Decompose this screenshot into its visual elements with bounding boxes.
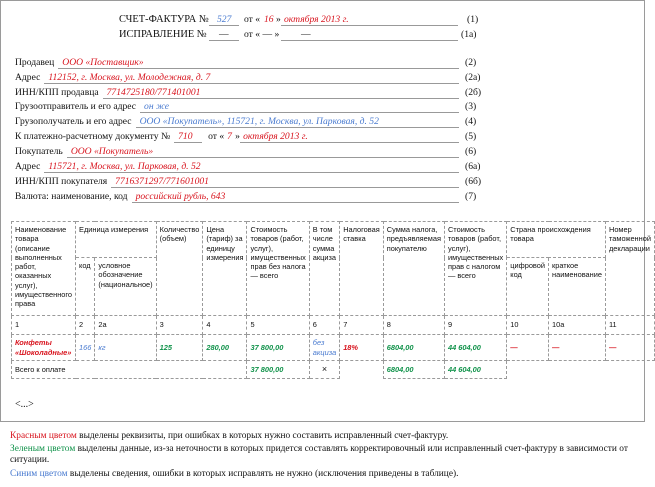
cell-tax: 6804,00 [383, 335, 444, 361]
requisite-close-quote: » [235, 131, 240, 142]
cell-country-name: — [549, 335, 606, 361]
column-number: 10 [507, 316, 549, 335]
total-label: Всего к оплате [12, 361, 247, 379]
invoice-number-underline [209, 25, 239, 26]
invoice-close-quote: » [276, 14, 281, 25]
header-qty: Количество (объем) [156, 222, 203, 316]
cell-excise: без акциза [309, 335, 339, 361]
requisite-ref: (2) [465, 57, 477, 68]
invoice-day: 16 [264, 14, 274, 25]
cell-unit-symbol: кг [95, 335, 156, 361]
header-country-code: цифровой код [507, 258, 549, 316]
requisite-underline [44, 172, 459, 173]
requisite-value: 112152, г. Москва, ул. Молодежная, д. 7 [48, 72, 211, 83]
requisite-label: Продавец [15, 57, 55, 68]
requisite-ref: (7) [465, 191, 477, 202]
total-excise: × [309, 361, 339, 379]
column-number: 5 [247, 316, 309, 335]
header-cost-with-tax: Стоимость товаров (работ, услуг), имущественных прав с налогом — всего [444, 222, 506, 316]
correction-date: — [301, 29, 311, 40]
total-with-tax: 44 604,00 [444, 361, 506, 379]
column-number: 3 [156, 316, 203, 335]
header-name: Наименование товара (описание выполненных работ, оказанных услуг), имущественного права [12, 222, 76, 316]
requisite-label: К платежно-расчетному документу № [15, 131, 171, 142]
requisite-ref: (6а) [465, 161, 481, 172]
correction-from: от « — » [244, 29, 280, 40]
requisite-value: ООО «Поставщик» [62, 57, 144, 68]
cell-customs: — [605, 335, 654, 361]
invoice-ref: (1) [467, 14, 479, 25]
requisite-label: Грузополучатель и его адрес [15, 116, 132, 127]
requisite-label: ИНН/КПП продавца [15, 87, 99, 98]
requisite-value: ООО «Покупатель» [70, 146, 154, 157]
invoice-table [11, 221, 655, 379]
column-number: 7 [340, 316, 384, 335]
requisite-label: Грузоотправитель и его адрес [15, 101, 137, 112]
header-rate: Налоговая ставка [340, 222, 384, 316]
column-number: 11 [605, 316, 654, 335]
table-header-row-1 [12, 222, 655, 258]
requisite-underline [136, 127, 459, 128]
correction-ref: (1а) [461, 29, 477, 40]
invoice-label: СЧЕТ-ФАКТУРА № [119, 14, 209, 25]
requisite-label: ИНН/КПП покупателя [15, 176, 108, 187]
table-row [12, 335, 655, 361]
header-tax: Сумма налога, предъявляемая покупателю [383, 222, 444, 316]
legend-green-lead: Зеленым цветом [10, 444, 76, 454]
requisite-label: Валюта: наименование, код [15, 191, 128, 202]
requisite-underline [111, 187, 459, 188]
legend-blue [10, 469, 640, 480]
column-number: 4 [203, 316, 247, 335]
header-unit: Единица измерения [76, 222, 157, 258]
requisite-underline [58, 68, 459, 69]
requisite-value: 7716371297/771601001 [115, 176, 209, 187]
requisite-ref: (6б) [465, 176, 482, 187]
total-row [12, 361, 655, 379]
requisite-value: 7714725180/771401001 [106, 87, 201, 98]
requisite-value: 710 [178, 131, 193, 142]
total-rate-empty [340, 361, 384, 379]
column-number: 9 [444, 316, 506, 335]
requisite-label: Адрес [15, 72, 41, 83]
omission-mark: <...> [15, 399, 34, 410]
header-price: Цена (тариф) за единицу измерения [203, 222, 247, 316]
cell-cost-with-tax: 44 604,00 [444, 335, 506, 361]
requisite-ref: (6) [465, 146, 477, 157]
column-number: 1 [12, 316, 76, 335]
requisite-ref: (2а) [465, 72, 481, 83]
legend-green [10, 444, 640, 467]
requisite-ref: (3) [465, 101, 477, 112]
requisite-underline [67, 157, 459, 158]
invoice-month-year: октября 2013 г. [284, 14, 349, 25]
correction-number: — [219, 29, 229, 40]
header-excise: В том числе сумма акциза [309, 222, 339, 316]
invoice-date-underline [281, 25, 458, 26]
cell-qty: 125 [156, 335, 203, 361]
requisite-underline [140, 112, 459, 113]
legend-red [10, 431, 640, 442]
requisite-label: Покупатель [15, 146, 63, 157]
header-country-name: краткое наименование [549, 258, 606, 316]
column-number: 10а [549, 316, 606, 335]
correction-label: ИСПРАВЛЕНИЕ № [119, 29, 207, 40]
requisite-from-label: от « [208, 131, 225, 142]
requisite-ref: (4) [465, 116, 477, 127]
legend-red-text: выделены реквизиты, при ошибках в которых нужно составить исправленный счет-фактуру. [76, 431, 449, 441]
total-tax: 6804,00 [383, 361, 444, 379]
header-unit-symbol: условное обозначение (национальное) [95, 258, 156, 316]
column-number: 8 [383, 316, 444, 335]
header-customs: Номер таможенной декларации [605, 222, 654, 316]
requisite-label: Адрес [15, 161, 41, 172]
cell-name: Конфеты «Шоколадные» [12, 335, 76, 361]
column-number: 2 [76, 316, 95, 335]
requisite-value: российский рубль, 643 [135, 191, 226, 202]
requisite-underline [240, 142, 459, 143]
column-number: 6 [309, 316, 339, 335]
total-no-tax: 37 800,00 [247, 361, 309, 379]
legend-blue-text: выделены сведения, ошибки в которых исправлять не нужно (исключения приведены в таблице). [67, 469, 459, 479]
header-cost-no-tax: Стоимость товаров (работ, услуг), имущественных прав без налога — всего [247, 222, 309, 316]
header-country: Страна происхождения товара [507, 222, 606, 258]
cell-price: 280,00 [203, 335, 247, 361]
invoice-number: 527 [217, 14, 232, 25]
cell-unit-code: 166 [76, 335, 95, 361]
requisite-date: октября 2013 г. [243, 131, 308, 142]
total-empty [507, 361, 655, 379]
column-number: 2а [95, 316, 156, 335]
requisite-ref: (5) [465, 131, 477, 142]
requisite-day: 7 [227, 131, 232, 142]
requisite-value: 115721, г. Москва, ул. Парковая, д. 52 [48, 161, 201, 172]
header-unit-code: код [76, 258, 95, 316]
cell-country-code: — [507, 335, 549, 361]
column-number-row [12, 316, 655, 335]
correction-number-underline [209, 40, 239, 41]
legend-red-lead: Красным цветом [10, 431, 77, 441]
requisite-value: он же [144, 101, 170, 112]
requisite-underline [44, 83, 459, 84]
requisite-underline [103, 98, 459, 99]
correction-date-underline [281, 40, 458, 41]
requisite-value: ООО «Покупатель», 115721, г. Москва, ул. Парковая, д. 52 [139, 116, 379, 127]
legend-green-text: выделены данные, из-за неточности в которых придется составлять корректировочный или исправленный счет-фактуру в зависимости от ситуации. [10, 444, 628, 466]
cell-rate: 18% [340, 335, 384, 361]
cell-cost-no-tax: 37 800,00 [247, 335, 309, 361]
legend-blue-lead: Синим цветом [10, 469, 68, 479]
requisite-underline [174, 142, 202, 143]
invoice-from-label: от « [244, 14, 261, 25]
requisite-ref: (2б) [465, 87, 482, 98]
requisite-underline [132, 202, 459, 203]
